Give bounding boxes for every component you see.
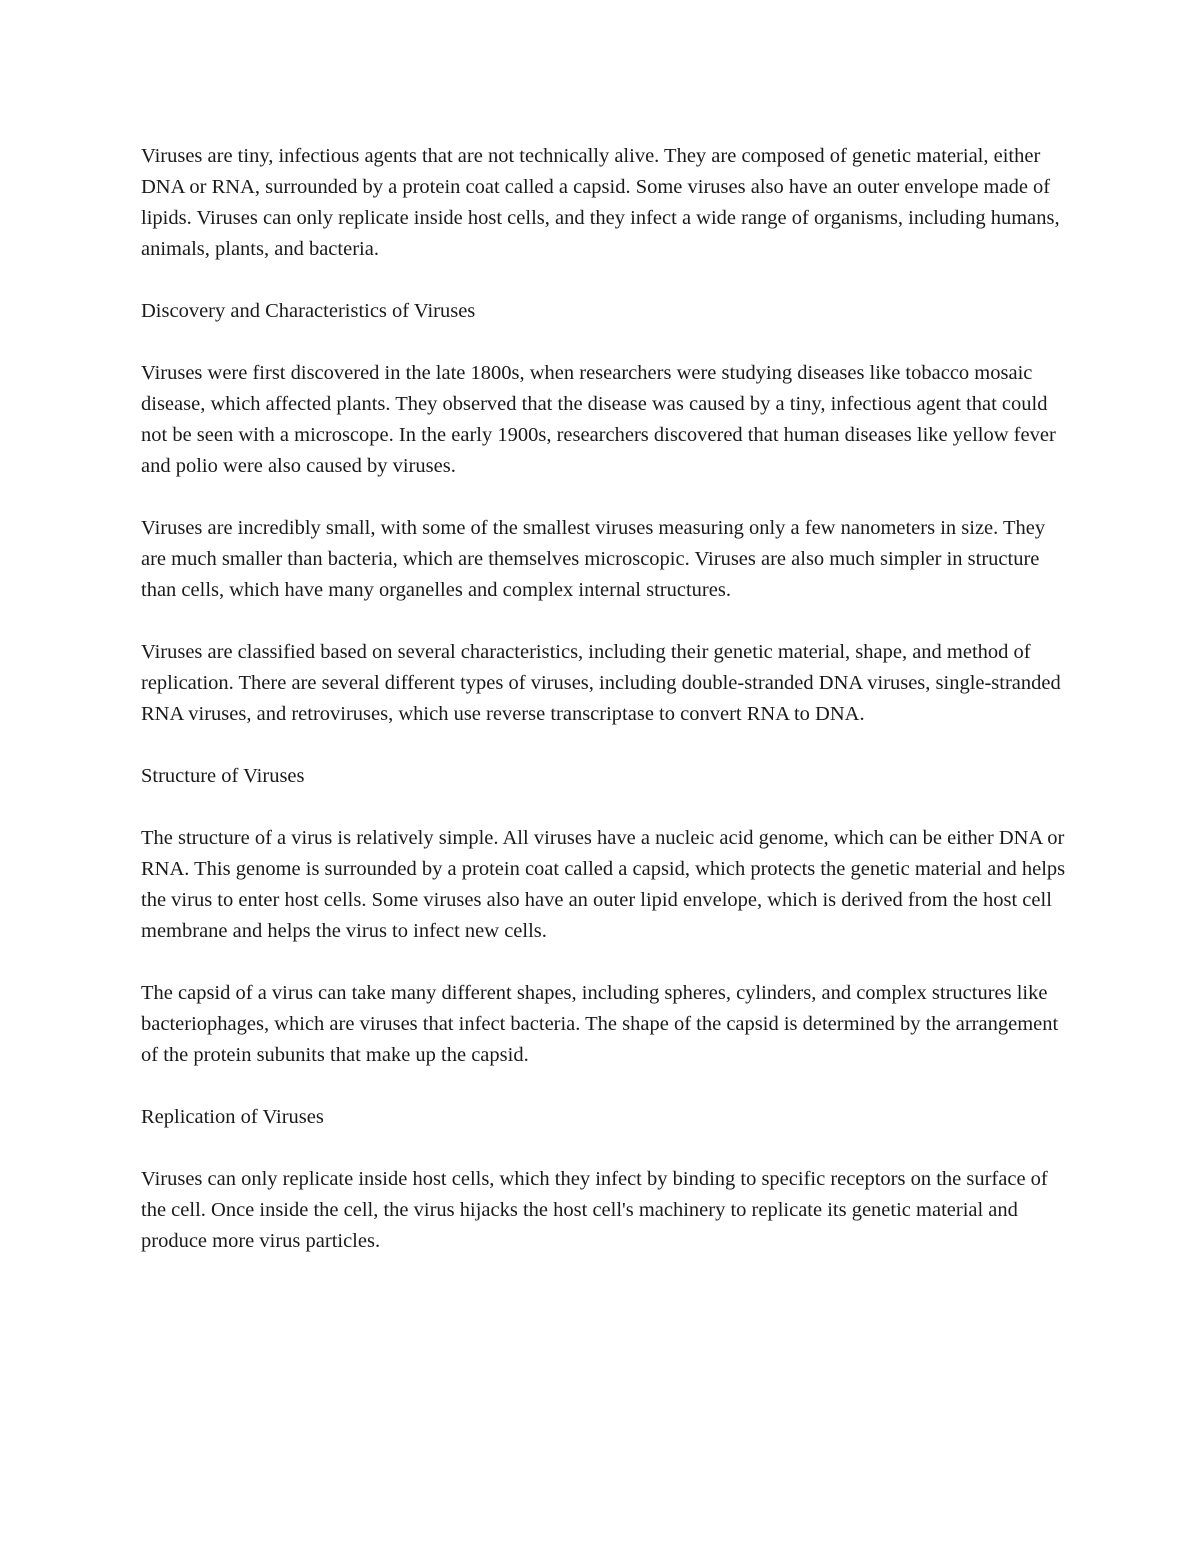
classification-paragraph: Viruses are classified based on several characteristics, including their genetic material, shape, and method of replication. There are several different types of viruses, including double-stranded DNA viruses, single-stranded RNA viruses, and retroviruses, which use reverse transcriptase to convert RNA to DNA. xyxy=(141,641,1061,725)
section-heading-replication: Replication of Viruses xyxy=(141,1106,324,1128)
structure-paragraph: The structure of a virus is relatively simple. All viruses have a nucleic acid genome, which can be either DNA or RNA. This genome is surrounded by a protein coat called a capsid, which protects the genetic material and helps the virus to enter host cells. Some viruses also have an outer lipid envelope, which is derived from the host cell membrane and helps the virus to infect new cells. xyxy=(141,827,1066,942)
section-heading-structure: Structure of Viruses xyxy=(141,765,305,787)
size-paragraph: Viruses are incredibly small, with some of the smallest viruses measuring only a few nanometers in size. They are much smaller than bacteria, which are themselves microscopic. Viruses are also much simpler in structure than cells, which have many organelles and complex internal structures. xyxy=(141,517,1046,601)
document-body xyxy=(141,141,1066,1288)
intro-paragraph: Viruses are tiny, infectious agents that are not technically alive. They are composed of genetic material, either DNA or RNA, surrounded by a protein coat called a capsid. Some viruses also have an outer envelope made of lipids. Viruses can only replicate inside host cells, and they infect a wide range of organisms, including humans, animals, plants, and bacteria. xyxy=(141,145,1060,260)
discovery-paragraph: Viruses were first discovered in the late 1800s, when researchers were studying diseases like tobacco mosaic disease, which affected plants. They observed that the disease was caused by a tiny, infectious agent that could not be seen with a microscope. In the early 1900s, researchers discovered that human diseases like yellow fever and polio were also caused by viruses. xyxy=(141,362,1056,477)
replication-paragraph: Viruses can only replicate inside host cells, which they infect by binding to specific receptors on the surface of the cell. Once inside the cell, the virus hijacks the host cell's machinery to replicate its genetic material and produce more virus particles. xyxy=(141,1168,1048,1252)
section-heading-discovery: Discovery and Characteristics of Viruses xyxy=(141,300,476,322)
capsid-paragraph: The capsid of a virus can take many different shapes, including spheres, cylinders, and complex structures like bacteriophages, which are viruses that infect bacteria. The shape of the capsid is determined by the arrangement of the protein subunits that make up the capsid. xyxy=(141,982,1059,1066)
